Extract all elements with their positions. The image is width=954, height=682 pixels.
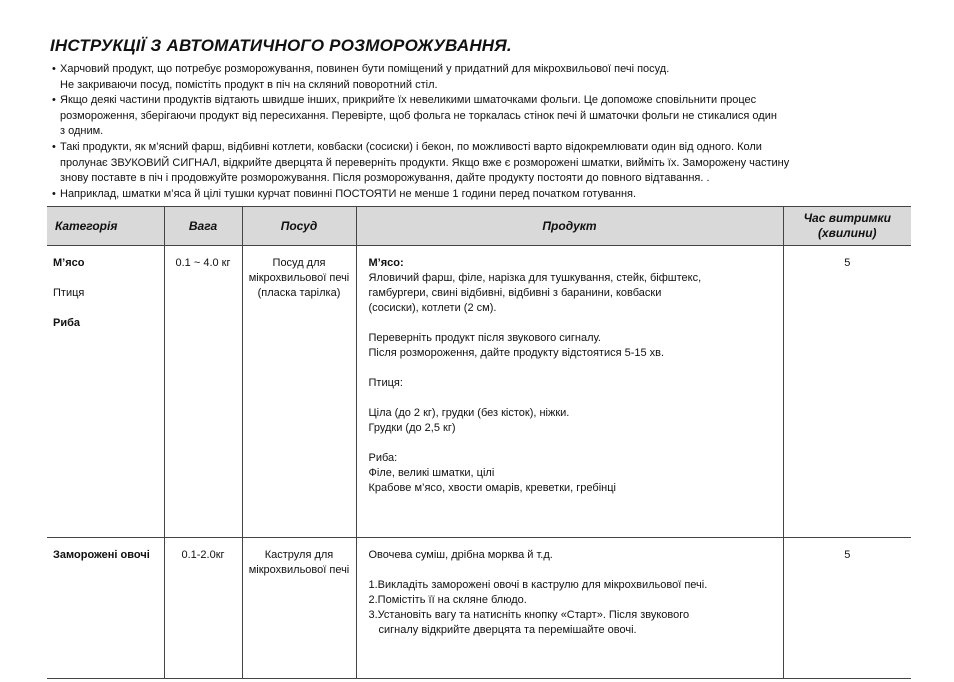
product-line: Яловичий фарш, філе, нарізка для тушкування, стейк, біфштекс,: [368, 272, 702, 284]
dish-cell: Каструля для мікрохвильової печі: [242, 538, 356, 679]
category-cell: [47, 538, 164, 679]
product-line: сигналу відкрийте дверцята та перемішайте овочі.: [378, 624, 637, 636]
product-line: Ціла (до 2 кг), грудки (без кісток), ніжки.: [368, 407, 570, 419]
product-line: Після розмороження, дайте продукту відстоятися 5-15 хв.: [368, 347, 665, 359]
product-line: Крабове м’ясо, хвости омарів, креветки, гребінці: [368, 482, 616, 494]
product-line: Грудки (до 2,5 кг): [368, 422, 456, 434]
time-cell: 5: [783, 538, 911, 679]
weight-cell: 0.1-2.0кг: [164, 538, 242, 679]
category-poultry: Птиця: [53, 287, 85, 299]
product-line: 2.Помістіть її на скляне блюдо.: [368, 594, 527, 606]
time-cell: 5: [783, 246, 911, 538]
dish-cell: Посуд для мікрохвильової печі (пласка тарілка): [242, 246, 356, 538]
product-line: Птиця:: [368, 377, 403, 389]
product-cell: [356, 538, 783, 679]
instruction-line: з одним.: [60, 125, 104, 138]
instructions-list: [52, 62, 912, 202]
bullet-icon: •: [52, 94, 56, 107]
category-meat: М’ясо: [53, 257, 85, 269]
product-cell: [356, 246, 783, 538]
header-weight: Вага: [164, 207, 242, 246]
table-row: [47, 246, 911, 538]
product-line: М’ясо:: [368, 257, 404, 269]
instruction-line: знову поставте в піч і продовжуйте розморожування. Після розморожування, дайте продукту постояти до повного відтавання. .: [60, 172, 710, 185]
table-header-row: [47, 207, 911, 246]
product-line: (сосиски), котлети (2 см).: [368, 302, 497, 314]
product-line: Переверніть продукт після звукового сигналу.: [368, 332, 601, 344]
bullet-icon: •: [52, 187, 56, 200]
category-cell: [47, 246, 164, 538]
instruction-line: Не закриваючи посуд, помістіть продукт в піч на скляний поворотний стіл.: [60, 78, 438, 91]
product-line: 3.Установіть вагу та натисніть кнопку «Старт». Після звукового: [368, 609, 690, 621]
page-title: ІНСТРУКЦІЇ З АВТОМАТИЧНОГО РОЗМОРОЖУВАННЯ.: [50, 36, 512, 55]
header-product: Продукт: [356, 207, 783, 246]
instruction-line: розмороження, зберігаючи продукт від пересихання. Перевірте, щоб фольга не торкалась стінок печі й шматочки фольги не стикалися один: [60, 109, 777, 122]
instruction-line: • Наприклад, шматки м’яса й цілі тушки курчат повинні ПОСТОЯТИ не менше 1 години перед початком готування.: [52, 187, 912, 203]
instruction-line: • Харчовий продукт, що потребує розморожування, повинен бути поміщений у придатний для мікрохвильової печі посуд.: [52, 62, 912, 78]
header-dish: Посуд: [242, 207, 356, 246]
table-row: [47, 538, 911, 679]
weight-cell: 0.1 ~ 4.0 кг: [164, 246, 242, 538]
bullet-icon: •: [52, 140, 56, 153]
product-line: гамбургери, свині відбивні, відбивні з баранини, ковбаски: [368, 287, 662, 299]
instruction-line: • Якщо деякі частини продуктів відтають швидше інших, прикрийте їх невеликими шматочками фольги. Це допоможе сповільнити процес: [52, 93, 912, 109]
product-line: 1.Викладіть заморожені овочі в каструлю для мікрохвильової печі.: [368, 579, 708, 591]
category-fish: Риба: [53, 317, 81, 329]
header-category: Категорія: [47, 207, 164, 246]
bullet-icon: •: [52, 63, 56, 75]
product-line: Овочева суміш, дрібна морква й т.д.: [368, 549, 553, 561]
product-line: Риба:: [368, 452, 398, 464]
instruction-line: пролунає ЗВУКОВИЙ СИГНАЛ, відкрийте дверцята й переверніть продукти. Якщо вже є розморожені шматки, вийміть їх. Заморожену частину: [60, 156, 790, 169]
defrost-table: [47, 206, 911, 679]
category-frozen-vegetables: Заморожені овочі: [53, 549, 150, 561]
header-time: Час витримки (хвилини): [783, 207, 911, 246]
product-line: Філе, великі шматки, цілі: [368, 467, 495, 479]
instruction-line: • Такі продукти, як м’ясний фарш, відбивні котлети, ковбаски (сосиски) і бекон, по можливості варто відокремлювати один від одного. Коли: [52, 140, 912, 156]
